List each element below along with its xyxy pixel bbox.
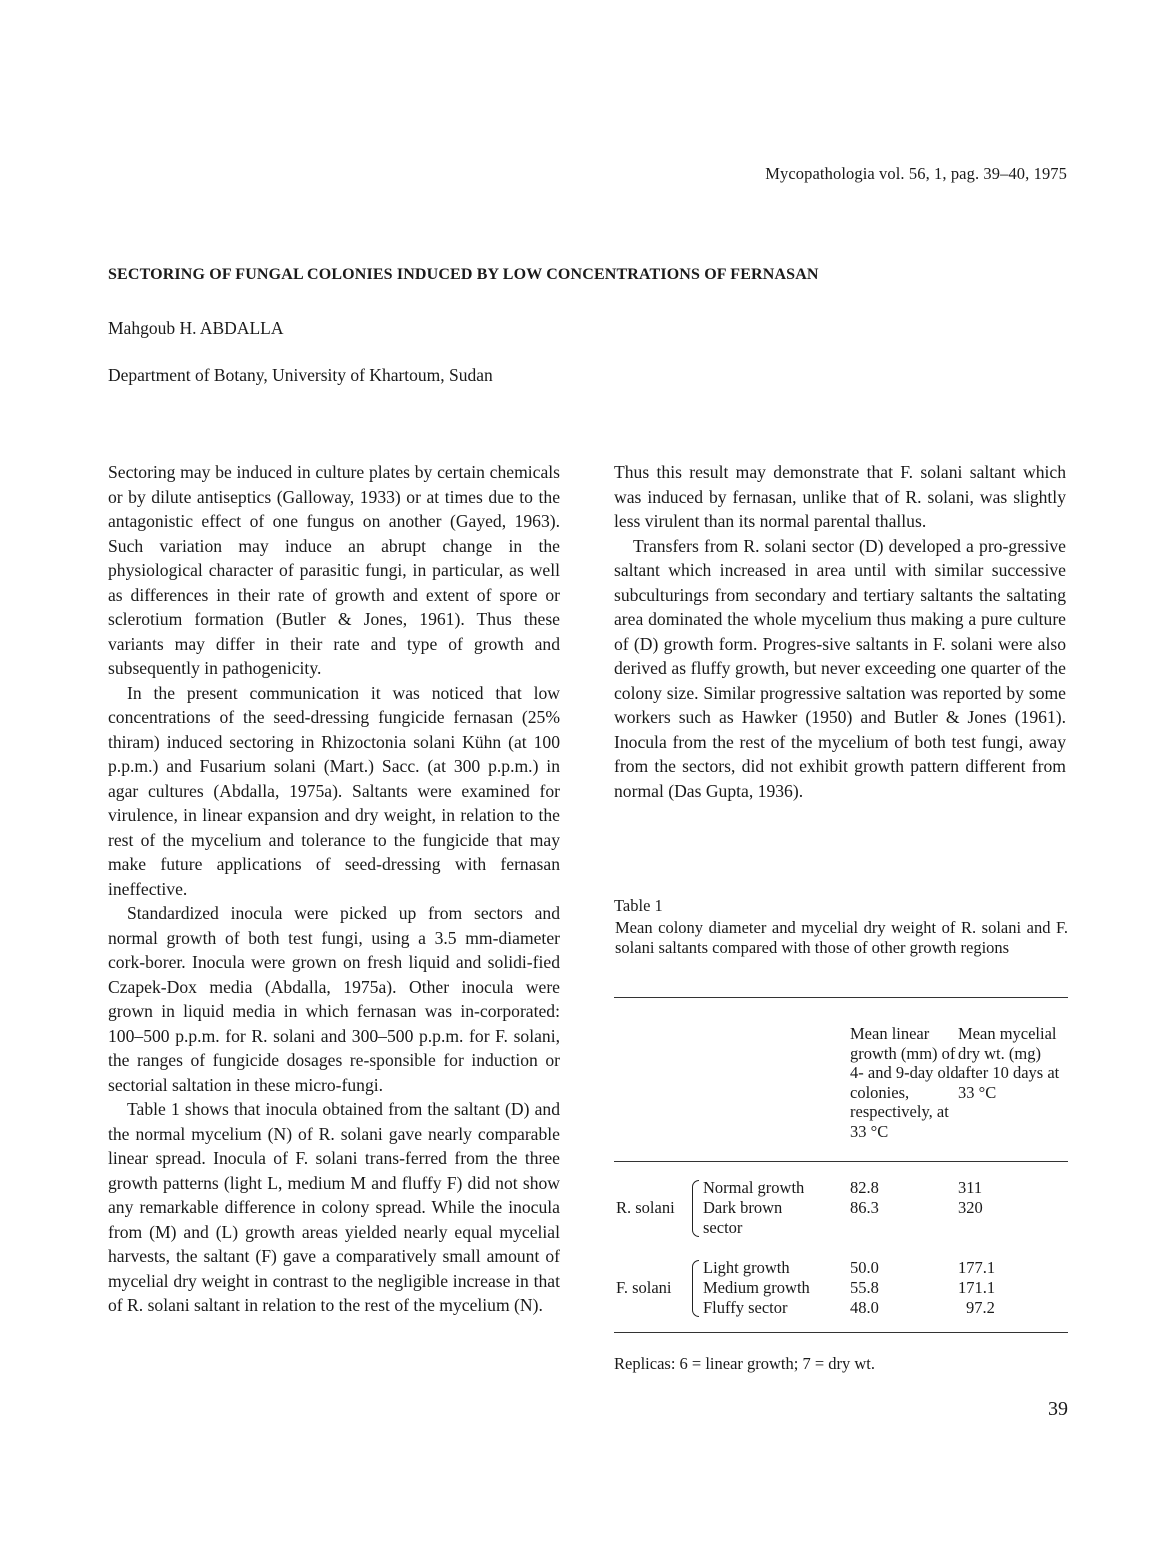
group-label-f-solani: F. solani	[616, 1278, 672, 1297]
table-1	[614, 896, 1068, 1317]
right-column	[614, 460, 1066, 803]
paragraph: Standardized inocula were picked up from sectors and normal growth of both test fungi, using a 3.5 mm-diameter cork-borer. Inocula were grown on fresh liquid and solidi-fied Czapek-Dox media (Abdalla, 1975a). Other inocula were grown in liquid media in which fernasan was in-corporated: 100–500 p.p.m. for R. solani and 300–500 p.p.m. for F. solani, the ranges of fungicide dosages re-sponsible for induction or sectorial saltation in these micro-fungi.	[108, 903, 560, 1095]
row-label: Fluffy sector	[703, 1298, 788, 1317]
cell-dry: 171.1	[958, 1278, 996, 1297]
brace-bottom	[692, 1208, 699, 1237]
table-label: Table 1	[614, 896, 663, 915]
left-column	[108, 460, 560, 1318]
article-title: SECTORING OF FUNGAL COLONIES INDUCED BY LOW CONCENTRATIONS OF FERNASAN	[108, 266, 819, 283]
cell-dry: 311	[958, 1178, 983, 1197]
cell-dry: 97.2	[966, 1298, 995, 1317]
paragraph: Thus this result may demonstrate that F. solani saltant which was induced by fernasan, unlike that of R. solani, was slightly less virulent than its normal parental thallus.	[614, 462, 1066, 531]
table-top-rule	[614, 997, 1068, 998]
table-header-rule	[614, 1161, 1068, 1162]
column-header-linear-growth: Mean linear growth (mm) of 4- and 9-day old colonies, respectively, at 33 °C	[850, 1024, 959, 1141]
table-caption: Mean colony diameter and mycelial dry weight of R. solani and F. solani saltants compared with those of other growth regions	[615, 918, 1068, 957]
brace-top	[692, 1180, 699, 1209]
paragraph: Transfers from R. solani sector (D) developed a pro-gressive saltant which increased in area until with similar successive subculturings from secondary and tertiary saltants the saltating area dominated the whole mycelium thus making a pure culture of (D) growth form. Progres-sive saltants in F. solani were also derived as fluffy growth, but never exceeding one quarter of the colony size. Similar progressive saltation was reported by some workers such as Hawker (1950) and Butler & Jones (1961). Inocula from the rest of the mycelium of both test fungi, away from the sectors, did not exhibit growth pattern different from normal (Das Gupta, 1936).	[614, 535, 1066, 801]
paragraph: Table 1 shows that inocula obtained from the saltant (D) and the normal mycelium (N) of R. solani gave nearly comparable linear spread. Inocula of F. solani trans-ferred from the three growth patterns (light L, medium M and fluffy F) did not show any remarkable difference in colony spread. While the inocula from (M) and (L) growth areas yielded nearly equal mycelial harvests, the saltant (F) gave a comparatively small amount of mycelial dry weight in contrast to the negligible increase in that of R. solani saltant in relation to the rest of the mycelium (N).	[108, 1099, 560, 1315]
journal-reference: Mycopathologia vol. 56, 1, pag. 39–40, 1975	[765, 164, 1067, 183]
author-name: Mahgoub H. ABDALLA	[108, 318, 284, 338]
group-label-r-solani: R. solani	[616, 1198, 675, 1217]
cell-linear: 55.8	[850, 1278, 879, 1297]
brace-bottom	[692, 1288, 699, 1317]
cell-linear: 86.3	[850, 1198, 879, 1217]
row-label: Medium growth	[703, 1278, 810, 1297]
row-label: sector	[703, 1218, 743, 1237]
table-bottom-rule	[614, 1332, 1068, 1333]
row-label: Light growth	[703, 1258, 790, 1277]
cell-dry: 177.1	[958, 1258, 996, 1277]
paragraph: In the present communication it was noticed that low concentrations of the seed-dressing fungicide fernasan (25% thiram) induced sectoring in Rhizoctonia solani Kühn (at 100 p.p.m.) and Fusarium solani (Mart.) Sacc. (at 300 p.p.m.) in agar cultures (Abdalla, 1975a). Saltants were examined for virulence, in linear expansion and dry weight, in relation to the rest of the mycelium and tolerance to the fungicide that may make future applications of seed-dressing with fernasan ineffective.	[108, 682, 560, 899]
cell-linear: 50.0	[850, 1258, 879, 1277]
row-label: Normal growth	[703, 1178, 805, 1197]
cell-linear: 82.8	[850, 1178, 879, 1197]
row-label: Dark brown	[703, 1198, 783, 1217]
column-header-dry-weight: Mean mycelial dry wt. (mg) after 10 days at 33 °C	[958, 1024, 1060, 1102]
author-affiliation: Department of Botany, University of Khartoum, Sudan	[108, 365, 493, 385]
page-number: 39	[1048, 1398, 1068, 1420]
cell-dry: 320	[958, 1198, 983, 1217]
cell-linear: 48.0	[850, 1298, 879, 1317]
paragraph: Sectoring may be induced in culture plates by certain chemicals or by dilute antiseptics (Galloway, 1933) or at times due to the antagonistic effect of one fungus on another (Gayed, 1963). Such variation may induce an abrupt change in the physiological character of parasitic fungi, in particular, as well as differences in their rate of growth and extent of spore or sclerotium formation (Butler & Jones, 1961). Thus these variants may differ in their rate and type of growth and subsequently in pathogenicity.	[108, 462, 560, 678]
brace-top	[692, 1260, 699, 1289]
table-footnote: Replicas: 6 = linear growth; 7 = dry wt.	[614, 1354, 876, 1373]
